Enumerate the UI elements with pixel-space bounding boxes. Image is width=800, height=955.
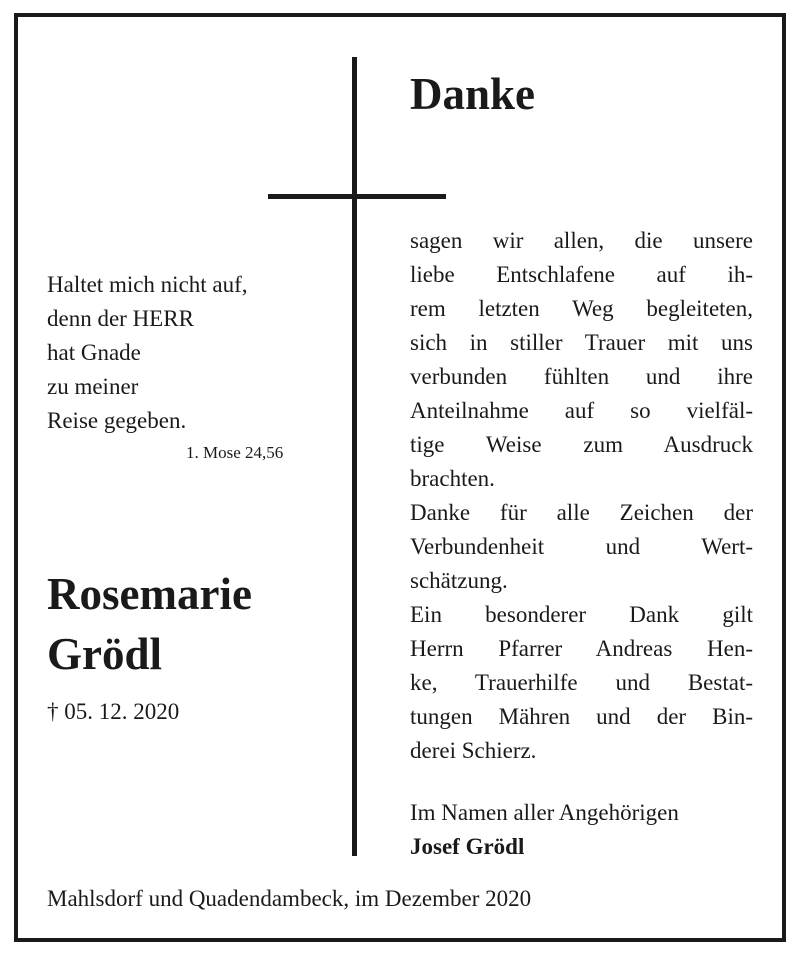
signoff bbox=[410, 796, 679, 864]
text-line: Danke für alle Zeichen der bbox=[410, 500, 753, 525]
death-date: † 05. 12. 2020 bbox=[47, 699, 180, 724]
text-line: tungen Mähren und der Bin- bbox=[410, 704, 753, 729]
text-line: derei Schierz. bbox=[410, 738, 537, 763]
text-line: brachten. bbox=[410, 466, 495, 491]
signoff-line: Im Namen aller Angehörigen bbox=[410, 800, 679, 825]
text-line: Anteilnahme auf so vielfäl- bbox=[410, 398, 753, 423]
text-line: verbunden fühlten und ihre bbox=[410, 364, 753, 389]
text-line: Herrn Pfarrer Andreas Hen- bbox=[410, 636, 753, 661]
verse-line: zu meiner bbox=[47, 374, 139, 399]
deceased-last-name: Grödl bbox=[47, 629, 163, 679]
text-line: sich in stiller Trauer mit uns bbox=[410, 330, 753, 355]
text-line: schätzung. bbox=[410, 568, 508, 593]
notice-heading: Danke bbox=[410, 69, 536, 119]
deceased-first-name: Rosemarie bbox=[47, 569, 252, 619]
verse-line: hat Gnade bbox=[47, 340, 141, 365]
place-date-footer: Mahlsdorf und Quadendambeck, im Dezember 2020 bbox=[47, 886, 532, 911]
verse-source: 1. Mose 24,56 bbox=[186, 443, 284, 462]
signature-name: Josef Grödl bbox=[410, 834, 525, 859]
verse-line: Reise gegeben. bbox=[47, 408, 187, 433]
bible-verse bbox=[47, 268, 248, 438]
text-line: tige Weise zum Ausdruck bbox=[410, 432, 753, 457]
deceased-name bbox=[47, 564, 252, 684]
text-line: liebe Entschlafene auf ih- bbox=[410, 262, 753, 287]
verse-line: Haltet mich nicht auf, bbox=[47, 272, 248, 297]
text-line: sagen wir allen, die unsere bbox=[410, 228, 753, 253]
thanks-text bbox=[410, 224, 753, 768]
text-line: Ein besonderer Dank gilt bbox=[410, 602, 753, 627]
text-line: rem letzten Weg begleiteten, bbox=[410, 296, 753, 321]
text-line: Verbundenheit und Wert- bbox=[410, 534, 753, 559]
verse-line: denn der HERR bbox=[47, 306, 194, 331]
cross-icon bbox=[352, 57, 357, 856]
cross-icon-bar bbox=[268, 194, 446, 199]
text-line: ke, Trauerhilfe und Bestat- bbox=[410, 670, 753, 695]
